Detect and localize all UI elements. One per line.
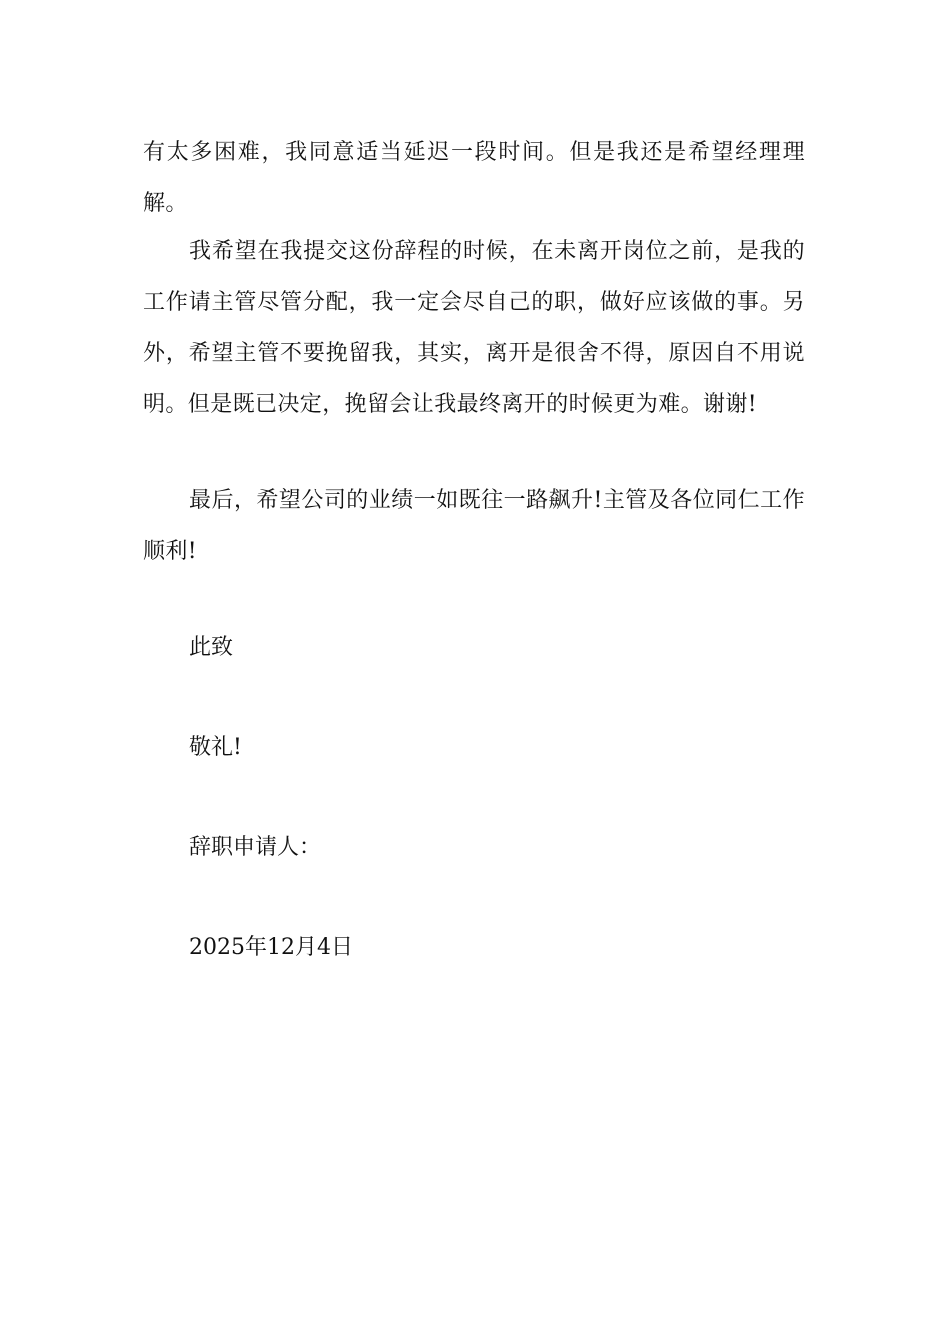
paragraph-continuation: 有太多困难，我同意适当延迟一段时间。但是我还是希望经理理解。 <box>143 140 805 216</box>
paragraph-request: 我希望在我提交这份辞程的时候，在未离开岗位之前，是我的工作请主管尽管分配，我一定会尽自己的职，做好应该做的事。另外，希望主管不要挽留我，其实，离开是很舍不得，原因自不用说明。但是既已决定，挽留会让我最终离开的时候更为难。谢谢! <box>143 239 805 417</box>
letter-date: 2025年12月4日 <box>189 935 353 960</box>
regards: 敬礼! <box>189 735 242 760</box>
signature-label: 辞职申请人： <box>189 835 322 860</box>
salutation: 此致 <box>189 635 234 660</box>
paragraph-wishes: 最后，希望公司的业绩一如既往一路飙升!主管及各位同仁工作顺利! <box>143 488 805 564</box>
